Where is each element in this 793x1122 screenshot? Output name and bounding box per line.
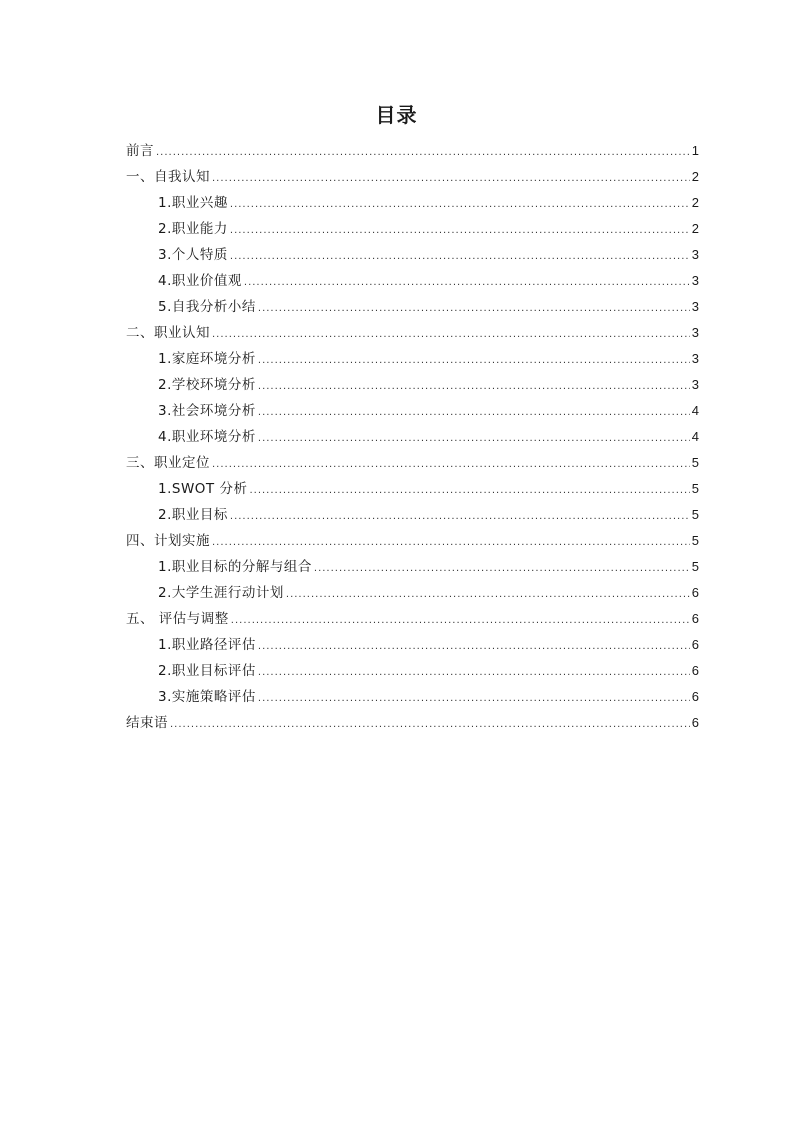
toc-entry-label: 一、自我认知 bbox=[126, 169, 210, 185]
toc-dot-leader bbox=[212, 452, 690, 478]
toc-dot-leader bbox=[230, 244, 690, 270]
toc-subsection-entry[interactable] bbox=[126, 216, 699, 242]
toc-page-number: 1 bbox=[691, 143, 699, 158]
toc-page-number: 5 bbox=[691, 455, 699, 470]
toc-page-number: 4 bbox=[691, 429, 699, 444]
toc-entry-label: 2.职业目标 bbox=[158, 507, 228, 523]
toc-page-number: 5 bbox=[691, 533, 699, 548]
toc-entry-label: 1.SWOT 分析 bbox=[158, 481, 248, 497]
toc-dot-leader bbox=[244, 270, 690, 296]
toc-entry-label: 四、计划实施 bbox=[126, 533, 210, 549]
toc-entry-label: 五、 评估与调整 bbox=[126, 611, 229, 627]
toc-dot-leader bbox=[258, 374, 690, 400]
toc-page-number: 6 bbox=[691, 689, 699, 704]
toc-subsection-entry[interactable] bbox=[126, 476, 699, 502]
toc-dot-leader bbox=[230, 504, 690, 530]
toc-page-number: 6 bbox=[691, 585, 699, 600]
toc-entry-label: 3.个人特质 bbox=[158, 247, 228, 263]
toc-subsection-entry[interactable] bbox=[126, 294, 699, 320]
toc-subsection-entry[interactable] bbox=[126, 398, 699, 424]
toc-dot-leader bbox=[230, 192, 690, 218]
toc-entry-label: 1.职业目标的分解与组合 bbox=[158, 559, 312, 575]
toc-entry-label: 5.自我分析小结 bbox=[158, 299, 256, 315]
toc-entry-label: 2.职业能力 bbox=[158, 221, 228, 237]
toc-dot-leader bbox=[258, 426, 690, 452]
toc-page-number: 3 bbox=[691, 273, 699, 288]
toc-dot-leader bbox=[258, 400, 690, 426]
toc-entry-label: 前言 bbox=[126, 143, 154, 159]
toc-page-number: 2 bbox=[691, 169, 699, 184]
toc-dot-leader bbox=[258, 634, 690, 660]
toc-entry-label: 2.大学生涯行动计划 bbox=[158, 585, 284, 601]
toc-subsection-entry[interactable] bbox=[126, 372, 699, 398]
toc-page-number: 6 bbox=[691, 611, 699, 626]
toc-subsection-entry[interactable] bbox=[126, 268, 699, 294]
toc-subsection-entry[interactable] bbox=[126, 684, 699, 710]
toc-entry-label: 4.职业价值观 bbox=[158, 273, 242, 289]
toc-page-number: 5 bbox=[691, 481, 699, 496]
toc-entry-label: 3.社会环境分析 bbox=[158, 403, 256, 419]
toc-dot-leader bbox=[258, 686, 690, 712]
toc-entry-label: 1.职业兴趣 bbox=[158, 195, 228, 211]
toc-dot-leader bbox=[258, 660, 690, 686]
toc-entry-label: 2.学校环境分析 bbox=[158, 377, 256, 393]
toc-dot-leader bbox=[230, 218, 690, 244]
toc-subsection-entry[interactable] bbox=[126, 190, 699, 216]
toc-section-entry[interactable] bbox=[126, 450, 699, 476]
toc-dot-leader bbox=[258, 296, 690, 322]
toc-dot-leader bbox=[231, 608, 690, 634]
toc-page-number: 6 bbox=[691, 663, 699, 678]
toc-page-number: 6 bbox=[691, 637, 699, 652]
toc-subsection-entry[interactable] bbox=[126, 580, 699, 606]
toc-section-entry[interactable] bbox=[126, 164, 699, 190]
toc-title: 目录 bbox=[375, 103, 418, 127]
toc-page-number: 5 bbox=[691, 559, 699, 574]
toc-subsection-entry[interactable] bbox=[126, 554, 699, 580]
toc-dot-leader bbox=[212, 322, 690, 348]
toc-page-number: 3 bbox=[691, 325, 699, 340]
toc-entry-label: 二、职业认知 bbox=[126, 325, 210, 341]
toc-entry-label: 2.职业目标评估 bbox=[158, 663, 256, 679]
toc-dot-leader bbox=[212, 166, 690, 192]
toc-section-entry[interactable] bbox=[126, 606, 699, 632]
toc-page-number: 3 bbox=[691, 299, 699, 314]
toc-dot-leader bbox=[212, 530, 690, 556]
toc-entry-label: 1.家庭环境分析 bbox=[158, 351, 256, 367]
toc-section-entry[interactable] bbox=[126, 320, 699, 346]
toc-entry-label: 4.职业环境分析 bbox=[158, 429, 256, 445]
toc-dot-leader bbox=[170, 712, 690, 738]
toc-entry-label: 1.职业路径评估 bbox=[158, 637, 256, 653]
toc-entry-label: 结束语 bbox=[126, 715, 168, 731]
toc-subsection-entry[interactable] bbox=[126, 424, 699, 450]
toc-section-entry[interactable] bbox=[126, 138, 699, 164]
toc-subsection-entry[interactable] bbox=[126, 632, 699, 658]
toc-page-number: 3 bbox=[691, 351, 699, 366]
toc-subsection-entry[interactable] bbox=[126, 658, 699, 684]
toc-dot-leader bbox=[249, 478, 689, 504]
toc-page-number: 2 bbox=[691, 195, 699, 210]
toc-subsection-entry[interactable] bbox=[126, 242, 699, 268]
toc-dot-leader bbox=[314, 556, 690, 582]
toc-section-entry[interactable] bbox=[126, 710, 699, 736]
toc-dot-leader bbox=[286, 582, 690, 608]
toc-subsection-entry[interactable] bbox=[126, 502, 699, 528]
toc-entry-label: 三、职业定位 bbox=[126, 455, 210, 471]
toc-page-number: 3 bbox=[691, 247, 699, 262]
toc-entry-label: 3.实施策略评估 bbox=[158, 689, 256, 705]
toc-dot-leader bbox=[156, 140, 690, 166]
table-of-contents bbox=[126, 138, 699, 736]
toc-subsection-entry[interactable] bbox=[126, 346, 699, 372]
toc-dot-leader bbox=[258, 348, 690, 374]
toc-page-number: 5 bbox=[691, 507, 699, 522]
toc-page-number: 2 bbox=[691, 221, 699, 236]
toc-page-number: 3 bbox=[691, 377, 699, 392]
toc-section-entry[interactable] bbox=[126, 528, 699, 554]
toc-page-number: 4 bbox=[691, 403, 699, 418]
toc-page-number: 6 bbox=[691, 715, 699, 730]
